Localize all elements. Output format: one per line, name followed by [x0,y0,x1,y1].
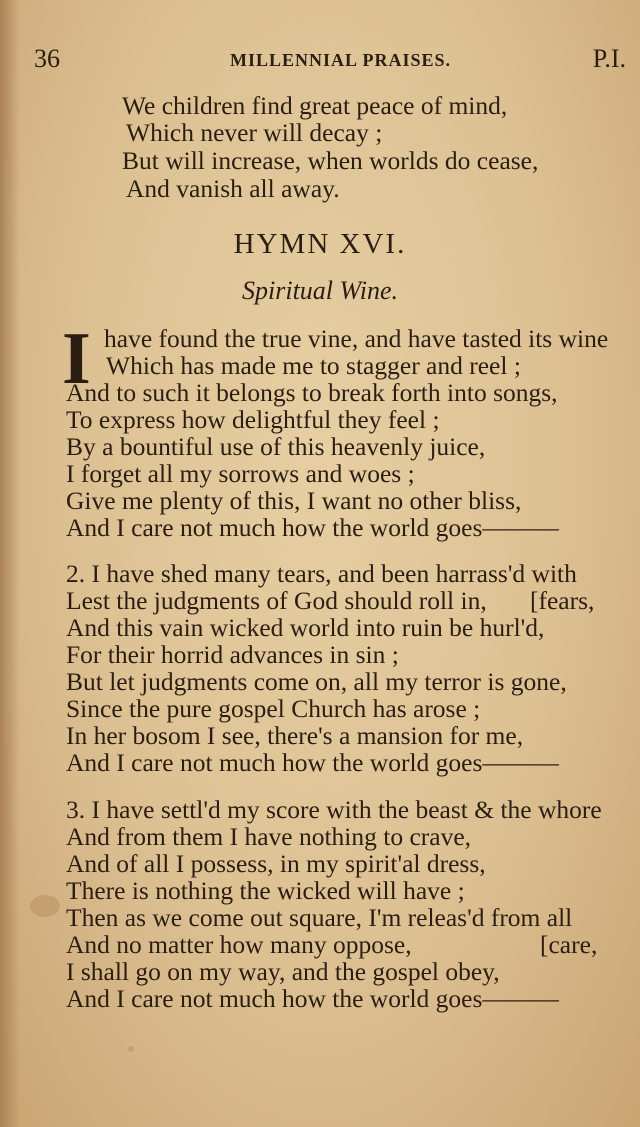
stanza-line: By a bountiful use of this heavenly juice, [66,432,486,461]
running-title: MILLENNIAL PRAISES. [230,50,452,70]
stanza-line: And no matter how many oppose, [66,930,412,959]
turnover-word: [care, [540,930,598,959]
verse-line: And vanish all away. [126,174,340,203]
hymn-subtitle: Spiritual Wine. [242,276,398,305]
stanza-line: Give me plenty of this, I want no other bliss, [66,486,522,515]
stanza-line: Which has made me to stagger and reel ; [106,351,521,380]
foxing-spot [128,1046,134,1052]
page-header [34,44,626,84]
stanza-line: Lest the judgments of God should roll in, [66,586,487,615]
turnover-word: [fears, [530,586,595,615]
stanza-line: And I care not much how the world goes——— [66,984,559,1013]
page-number: 36 [34,44,60,73]
verse-line: But will increase, when worlds do cease, [122,146,539,175]
stanza-line: But let judgments come on, all my terror is gone, [66,667,567,696]
stanza-line: In her bosom I see, there's a mansion for me, [66,721,524,750]
verse-line: We children find great peace of mind, [122,91,508,120]
part-label: P.I. [592,44,626,73]
stanza-line: And I care not much how the world goes——— [66,748,559,777]
stanza-line: have found the true vine, and have tasted its wine [104,324,609,353]
stanza-line: To express how delightful they feel ; [66,405,440,434]
hymn-title: HYMN XVI. [233,228,407,260]
drop-cap: I [62,318,91,400]
stanza-line: For their horrid advances in sin ; [66,640,399,669]
stanza-line: 2. I have shed many tears, and been harrass'd with [66,559,577,588]
stanza-line: And to such it belongs to break forth into songs, [66,378,558,407]
stanza-line: And from them I have nothing to crave, [66,822,472,851]
stanza-line: And of all I possess, in my spirit'al dress, [66,849,486,878]
stanza-line: There is nothing the wicked will have ; [66,876,465,905]
stanza-line: I shall go on my way, and the gospel obey, [66,957,500,986]
foxing-spot [30,895,60,917]
stanza-line: Since the pure gospel Church has arose ; [66,694,481,723]
stanza-line: And this vain wicked world into ruin be hurl'd, [66,613,545,642]
stanza-line: Then as we come out square, I'm releas'd from all [66,903,573,932]
stanza-line: I forget all my sorrows and woes ; [66,459,415,488]
verse-line: Which never will decay ; [126,118,383,147]
page-edge-shadow [0,0,20,1127]
stanza-line: 3. I have settl'd my score with the beast & the whore [66,795,602,824]
stanza-line: And I care not much how the world goes——— [66,513,559,542]
